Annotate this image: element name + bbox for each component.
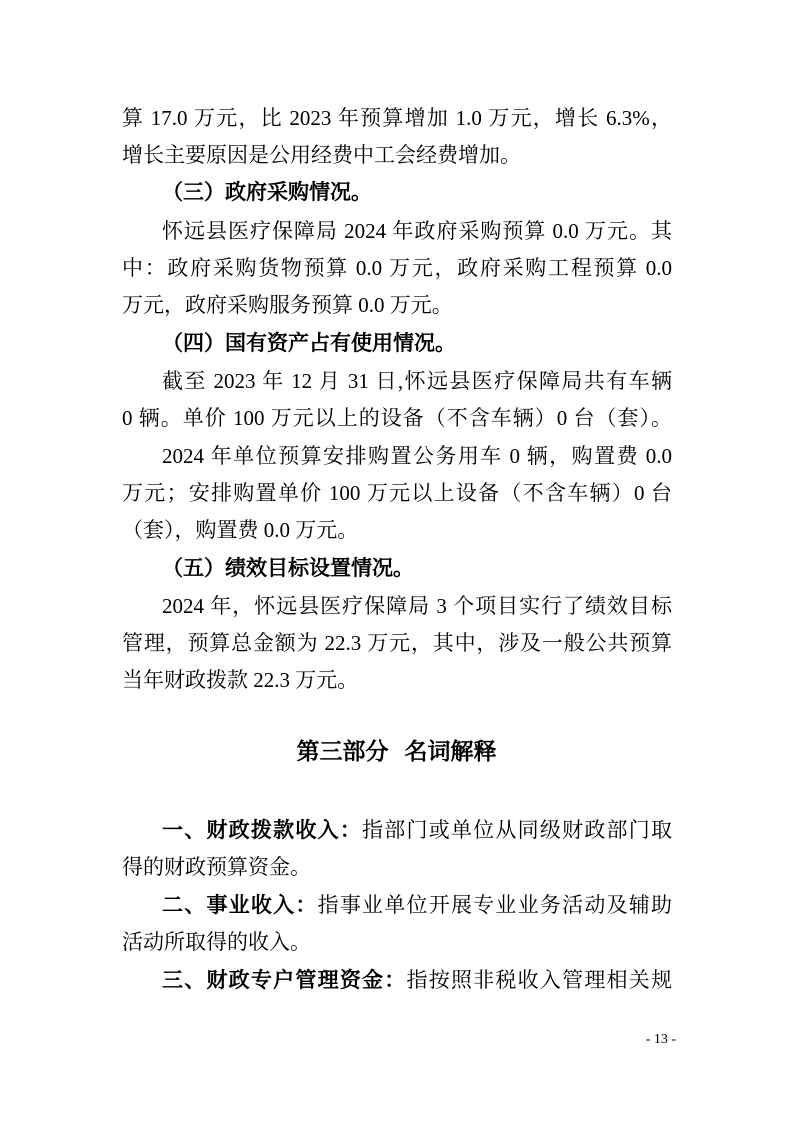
section-heading-procurement: （三）政府采购情况。 (162, 180, 372, 204)
body-text-line: 得的财政预算资金。 (122, 855, 311, 879)
term-item (162, 964, 672, 996)
part-title: 第三部分 名词解释 (296, 739, 497, 765)
body-text-line: 万元，政府采购服务预算 0.0 万元。 (122, 293, 453, 317)
body-text-line: 2024 年单位预算安排购置公务用车 0 辆，购置费 0.0 (162, 444, 672, 468)
body-text-line: 算 17.0 万元，比 2023 年预算增加 1.0 万元，增长 6.3%， (122, 106, 672, 130)
term-definition: 指按照非税收入管理相关规 (406, 968, 672, 992)
section-heading-assets: （四）国有资产占有使用情况。 (162, 331, 456, 355)
term-definition: 指部门或单位从同级财政部门取 (362, 818, 672, 842)
body-text-line: 2024 年，怀远县医疗保障局 3 个项目实行了绩效目标 (162, 594, 672, 618)
body-text-line: 万元；安排购置单价 100 万元以上设备（不含车辆）0 台 (122, 481, 672, 505)
term-label: 二、事业收入： (162, 893, 318, 917)
body-text-line: 0 辆。单价 100 万元以上的设备（不含车辆）0 台（套）。 (122, 406, 672, 430)
term-label: 三、财政专户管理资金： (162, 968, 407, 992)
body-text-line: 活动所取得的收入。 (122, 930, 311, 954)
body-text-line: （套），购置费 0.0 万元。 (122, 518, 359, 542)
body-text-line: 当年财政拨款 22.3 万元。 (122, 668, 359, 692)
term-item (162, 889, 672, 921)
term-label: 一、财政拨款收入： (162, 818, 363, 842)
body-text-line: 截至 2023 年 12 月 31 日,怀远县医疗保障局共有车辆 (162, 369, 672, 393)
body-text-line: 增长主要原因是公用经费中工会经费增加。 (122, 143, 521, 167)
page-number: - 13 - (645, 1032, 676, 1047)
term-item (162, 814, 672, 846)
body-text-line: 管理，预算总金额为 22.3 万元，其中，涉及一般公共预算 (122, 631, 672, 655)
body-text-line: 中：政府采购货物预算 0.0 万元，政府采购工程预算 0.0 (122, 256, 672, 280)
body-text-line: 怀远县医疗保障局 2024 年政府采购预算 0.0 万元。其 (162, 219, 672, 243)
section-heading-performance: （五）绩效目标设置情况。 (162, 556, 414, 580)
term-definition: 指事业单位开展专业业务活动及辅助 (317, 893, 672, 917)
